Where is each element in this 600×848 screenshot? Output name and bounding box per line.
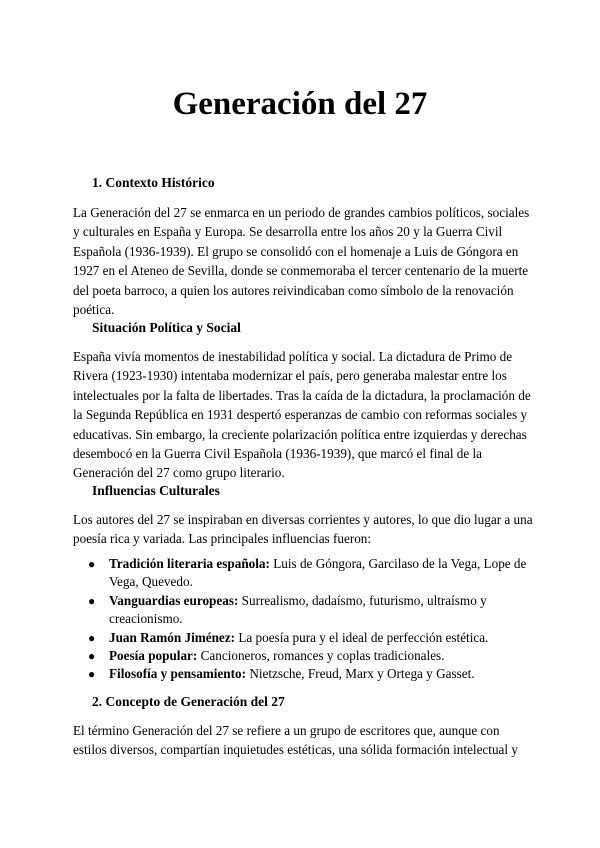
list-item-text: Cancioneros, romances y coplas tradicionales.: [197, 648, 445, 664]
list-item-text: Nietzsche, Freud, Marx y Ortega y Gasset.: [246, 666, 475, 682]
document-title: Generación del 27: [172, 86, 428, 122]
bullet-icon: ●: [88, 557, 96, 571]
list-item-text: La poesía pura y el ideal de perfección estética.: [235, 629, 489, 645]
list-item-label: Filosofía y pensamiento:: [109, 666, 247, 682]
bullet-icon: ●: [88, 593, 96, 608]
paragraph-politica: España vivía momentos de inestabilidad política y social. La dictadura de Primo de Rivera (1923-1930) intentaba modernizar el país, pero generaba malestar entre los intelectuales por la falta de libertades. Tras la caída de la dictadura, la proclamación de la Segunda República en 1931 despertó esperanzas de cambio con reformas sociales y educativas. Sin embargo, la creciente polarización política entre izquierdas y derechas desembocó en la Guerra Civil Española (1936-1939), que marcó el final de la Generación del 27 como grupo literario.: [73, 349, 531, 481]
bullet-icon: ●: [88, 667, 96, 682]
list-item: [73, 555, 533, 592]
section-heading-contexto: 1. Contexto Histórico: [92, 175, 215, 190]
list-item-label: Juan Ramón Jiménez:: [109, 629, 236, 645]
list-item-text: Surrealismo, dadaísmo, futurismo, ultraísmo y creacionismo.: [109, 592, 487, 627]
paragraph-concepto: El término Generación del 27 se refiere a un grupo de escritores que, aunque con estilos diversos, compartían inquietudes estéticas, una sólida formación intelectual y: [73, 723, 518, 758]
list-item: [73, 629, 533, 647]
list-item: [73, 665, 533, 683]
bullet-icon: ●: [88, 649, 96, 664]
list-item: [73, 647, 533, 665]
section-heading-concepto: 2. Concepto de Generación del 27: [92, 694, 285, 709]
list-item-text: Luis de Góngora, Garcilaso de la Vega, Lope de Vega, Quevedo.: [109, 556, 527, 590]
paragraph-influencias: Los autores del 27 se inspiraban en diversas corrientes y autores, lo que dio lugar a una poesía rica y variada. Las principales influencias fueron:: [73, 512, 533, 547]
subsection-heading-influencias: Influencias Culturales: [92, 483, 220, 498]
bullet-icon: ●: [88, 630, 96, 645]
subsection-heading-politica: Situación Política y Social: [92, 320, 241, 335]
list-item-label: Poesía popular:: [109, 648, 198, 664]
list-item-label: Tradición literaria española:: [109, 556, 270, 571]
list-item: [73, 592, 533, 629]
paragraph-contexto: La Generación del 27 se enmarca en un periodo de grandes cambios políticos, sociales y culturales en España y Europa. Se desarrolla entre los años 20 y la Guerra Civil Española (1936-1939). El grupo se consolidó con el homenaje a Luis de Góngora en 1927 en el Ateneo de Sevilla, donde se conmemoraba el tercer centenario de la muerte del poeta barroco, a quien los autores reivindicaban como símbolo de la renovación poética.: [73, 205, 530, 318]
influences-list: [73, 555, 533, 684]
list-item-label: Vanguardias europeas:: [109, 592, 239, 608]
